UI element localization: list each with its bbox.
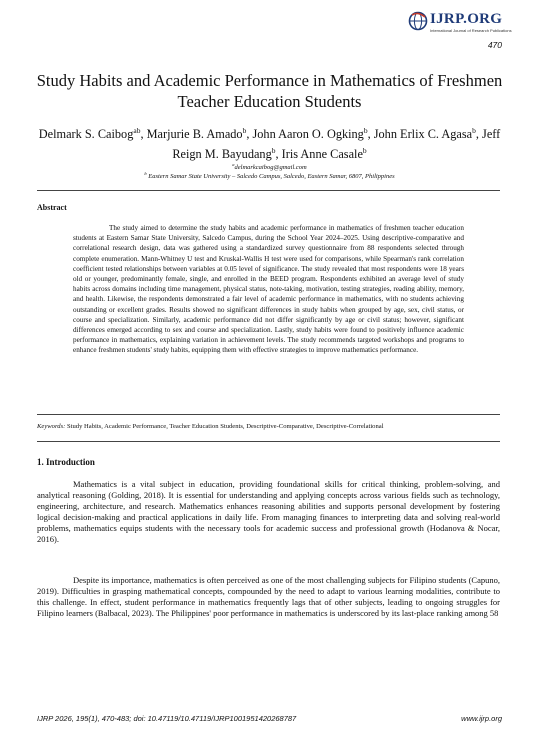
author-affiliation-mark: b bbox=[472, 126, 476, 135]
author-name: Iris Anne Casale bbox=[281, 146, 363, 161]
logo-wordmark: IJRP.ORG bbox=[430, 11, 503, 27]
author bbox=[282, 147, 367, 161]
author-name: Jeff Reign M. Bayudang bbox=[172, 127, 501, 161]
section-heading-introduction: 1. Introduction bbox=[37, 457, 95, 467]
keywords-divider-top bbox=[37, 414, 500, 415]
author bbox=[147, 127, 253, 141]
affiliation-mark: b bbox=[144, 171, 147, 176]
author-affiliation-mark: b bbox=[242, 126, 247, 135]
author-separator: , bbox=[475, 127, 483, 142]
author-name: Marjurie B. Amado bbox=[146, 127, 243, 142]
keywords-divider-bottom bbox=[37, 441, 500, 442]
author-affiliation-mark: b bbox=[271, 145, 276, 155]
intro-paragraph-1: Mathematics is a vital subject in education, providing foundational skills for critical thinking, problem-solving, and analytical reasoning (Golding, 2018). It is essential for understanding and applying concepts across various fields such as technology, engineering, architecture, and research. Mathematics enhances reasoning abilities and supports personal development by fostering logical decision-making and practical applications in daily life. From managing finances to interpreting data and solving real-world problems, mathematics equips students with the necessary tools for academic success and professional growth (Hodanova & Nocar, 2016). bbox=[37, 479, 500, 544]
footer-citation: IJRP 2026, 195(1), 470-483; doi: 10.47119/10.47119/IJRP1001951420268787 bbox=[37, 714, 297, 723]
author-affiliation-mark: ab bbox=[133, 126, 141, 135]
abstract-heading: Abstract bbox=[37, 203, 67, 212]
author bbox=[252, 127, 373, 141]
author bbox=[374, 127, 482, 141]
corresponding-email bbox=[30, 162, 509, 171]
author-name: John Aaron O. Ogking bbox=[252, 127, 364, 142]
footer-website-link[interactable]: www.ijrp.org bbox=[461, 714, 502, 723]
globe-icon bbox=[408, 10, 428, 34]
author-affiliation-mark: b bbox=[362, 145, 367, 155]
abstract-body: The study aimed to determine the study habits and academic performance in mathematics of freshmen teacher education students at Eastern Samar State University, Salcedo Campus, during the School Year 2024–2025. Using descriptive-comparative and correlational research design, data was gathered using a standardized survey questionnaire from 88 respondents selected through complete enumeration. Mann-Whitney U test and Kruskal-Wallis H test were used for comparisons, while Spearman's rank correlation coefficient tested relationships between variables at 0.05 level of significance. The study revealed that most respondents were 18 years old or younger, predominantly female, single, and enrolled in the BEED program. Respondents exhibited an average level of study habits across domains including time management, physical status, note-taking, motivation, testing strategies, reading ability, memory, and health. Likewise, the respondents demonstrated a fair level of academic performance in mathematics, with no students achieving outstanding or excellent grades. Results showed no significant differences in study habits when grouped by age, sex, civil status, or course and specialization. Similarly, academic performance did not differ significantly by age or civil status; however, significant differences emerged according to sex and course and specialization. Lastly, study habits were found to positively influence academic performance in mathematics, explaining variation in achievement levels. The study recommends targeted workshops and programs to enhance freshmen students' study habits, equipping them with effective strategies to improve mathematics performance. bbox=[73, 224, 464, 355]
email-mark: a bbox=[232, 162, 235, 167]
page-number: 470 bbox=[487, 40, 502, 50]
author-list bbox=[30, 123, 509, 162]
keywords-text: Study Habits, Academic Performance, Teacher Education Students, Descriptive-Comparative, Descriptive-Correlational bbox=[66, 423, 384, 430]
intro-paragraph-2: Despite its importance, mathematics is often perceived as one of the most challenging subjects for Filipino students (Capuno, 2019). Difficulties in grasping mathematical concepts, compounded by the need to adapt to various learning modalities, contribute to this challenge. In effect, student performance in mathematics frequently lags that of other subjects, leading to ongoing struggles for Filipino learners (Balbacal, 2023). The Philippines' poor performance in mathematics is underscored by its last-place ranking among 58 bbox=[37, 575, 500, 618]
author bbox=[39, 127, 147, 141]
author-separator: , bbox=[140, 127, 147, 142]
author-separator: , bbox=[275, 146, 282, 161]
keywords-label: Keywords: bbox=[37, 423, 66, 430]
affiliation-text: Eastern Samar State University – Salcedo Campus, Salcedo, Eastern Samar, 6807, Philippines bbox=[148, 173, 395, 181]
logo-tagline: International Journal of Research Publications bbox=[430, 28, 512, 33]
author-name: John Erlix C. Agasa bbox=[373, 127, 473, 142]
author-separator: , bbox=[367, 127, 374, 142]
keywords-line bbox=[37, 423, 500, 430]
affiliation bbox=[30, 171, 509, 180]
journal-logo bbox=[408, 9, 512, 37]
author-affiliation-mark: b bbox=[363, 126, 368, 135]
email-address: delmarkcaibog@gmail.com bbox=[234, 164, 307, 172]
paper-title: Study Habits and Academic Performance in Mathematics of Freshmen Teacher Education Students bbox=[36, 71, 503, 111]
author-separator: , bbox=[246, 127, 253, 142]
author-name: Delmark S. Caibog bbox=[38, 127, 134, 142]
header-divider bbox=[37, 190, 500, 191]
